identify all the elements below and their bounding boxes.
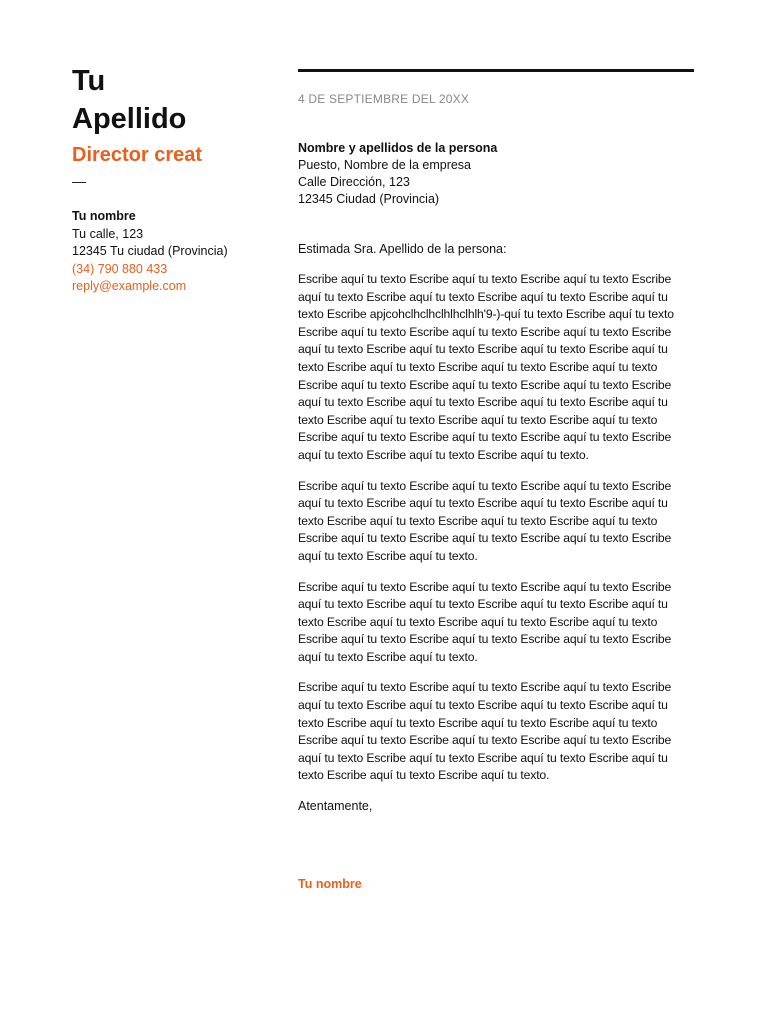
sender-email[interactable]: reply@example.com [72,279,187,293]
signature-name: Tu nombre [298,877,362,891]
sender-street: Tu calle, 123 [72,226,144,241]
letter-body [298,69,696,815]
sender-last-name: Apellido [72,103,187,135]
recipient-street: Calle Dirección, 123 [298,175,410,189]
top-rule-divider [298,69,694,72]
closing: Atentamente, [298,799,373,814]
salutation: Estimada Sra. Apellido de la persona: [298,242,507,256]
recipient-name: Nombre y apellidos de la persona [298,141,498,155]
sender-city: 12345 Tu ciudad (Provincia) [72,244,228,258]
sender-first-name: Tu [72,65,106,97]
recipient-city: 12345 Ciudad (Provincia) [298,192,440,206]
sender-phone[interactable]: (34) 790 880 433 [72,261,168,276]
recipient-block [298,140,696,208]
sender-sidebar [72,62,272,296]
sender-role: Director creat [72,144,203,166]
body-paragraph: Escribe aquí tu texto Escribe aquí tu texto Escribe aquí tu texto Escribe aquí tu texto Escribe aquí tu texto Escribe aquí tu texto Escribe aquí tu texto Escribe aquí tu texto Escribe aquí tu texto Escribe aquí tu texto Escribe aquí tu texto Escribe aquí tu texto Escribe aquí tu texto Escribe aquí tu texto Escribe aquí tu texto Escribe aquí tu texto Escribe aquí tu texto Escribe aquí tu texto Escribe aquí tu texto. [298,680,672,783]
letter-date: 4 DE SEPTIEMBRE DEL 20XX [298,92,470,106]
body-paragraph: Escribe aquí tu texto Escribe aquí tu texto Escribe aquí tu texto Escribe aquí tu texto Escribe aquí tu texto Escribe aquí tu texto Escribe aquí tu texto Escribe aquí tu texto Escribe aquí tu texto Escribe aquí tu texto Escribe aquí tu texto Escribe aquí tu texto Escribe aquí tu texto Escribe aquí tu texto Escribe aquí tu texto. [298,478,672,563]
body-paragraph: Escribe aquí tu texto Escribe aquí tu texto Escribe aquí tu texto Escribe aquí tu texto Escribe aquí tu texto Escribe aquí tu texto Escribe aquí tu texto Escribe aquí tu texto Escribe aquí tu texto Escribe aquí tu texto Escribe aquí tu texto Escribe aquí tu texto Escribe aquí tu texto Escribe aquí tu texto Escribe aquí tu texto. [298,579,672,664]
body-paragraph: Escribe aquí tu texto Escribe aquí tu texto Escribe aquí tu texto Escribe aquí tu texto Escribe aquí tu texto Escribe aquí tu texto Escribe aquí tu texto Escribe apjcohclhclhclhlhclhlh'9-)-quí tu texto Escribe aquí tu texto Escribe aquí tu texto Escribe aquí tu texto Escribe aquí tu texto Escribe aquí tu texto Escribe aquí tu texto Escribe aquí tu texto Escribe aquí tu texto Escribe aquí tu texto Escribe aquí tu texto Escribe aquí tu texto Escribe aquí tu texto Escribe aquí tu texto Escribe aquí tu texto Escribe aquí tu texto Escribe aquí tu texto Escribe aquí tu texto Escribe aquí tu texto Escribe aquí tu texto Escribe aquí tu texto Escribe aquí tu texto Escribe aquí tu texto Escribe aquí tu texto Escribe aquí tu texto Escribe aquí tu texto Escribe aquí tu texto Escribe aquí tu texto. [298,272,674,462]
recipient-position: Puesto, Nombre de la empresa [298,158,472,172]
sender-contact [72,208,272,296]
sender-contact-name: Tu nombre [72,209,136,223]
separator-dash: — [72,173,86,189]
